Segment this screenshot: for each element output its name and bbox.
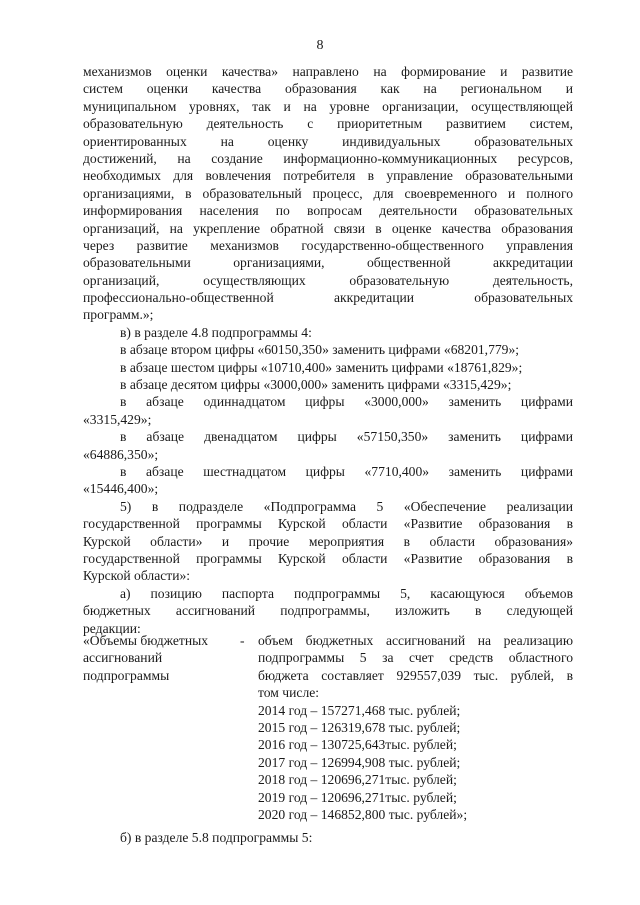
item-v-line: в абзаце втором цифры «60150,350» заменить цифрами «68201,779»; (120, 342, 520, 358)
item-a-line: а) позицию паспорта подпрограммы 5, касающуюся объемов (120, 585, 573, 601)
passport-year-line: 2015 год – 126319,678 тыс. рублей; (258, 719, 461, 735)
passport-year-line: 2014 год – 157271,468 тыс. рублей; (258, 702, 461, 718)
passport-label (83, 632, 243, 684)
passport-value-line: том числе: (258, 685, 320, 701)
text-line: информирования населения по вопросам деятельности образовательных (83, 203, 573, 219)
item-v-line: «3315,429»; (83, 411, 152, 427)
item-5-line: государственной программы Курской области «Развитие образования в (83, 550, 573, 566)
item-5-line: 5) в подразделе «Подпрограмма 5 «Обеспечение реализации (120, 498, 573, 514)
item-b-heading: б) в разделе 5.8 подпрограммы 5: (120, 830, 313, 845)
text-line: достижений, на создание информационно-коммуникационных ресурсов, (83, 150, 573, 166)
text-line: организаций, на укрепление обратной связи в оценке качества образования (83, 220, 573, 236)
passport-year-line: 2018 год – 120696,271тыс. рублей; (258, 772, 457, 788)
passport-value-line: бюджета составляет 929557,039 тыс. рублей, в (258, 667, 573, 683)
item-v-line: «15446,400»; (83, 481, 159, 497)
text-line: через развитие механизмов государственно-общественного управления (83, 237, 573, 253)
passport-value (258, 632, 573, 823)
passport-label-line: подпрограммы (83, 667, 170, 683)
passport-year-line: 2020 год – 146852,800 тыс. рублей»; (258, 806, 468, 822)
text-line: образовательными организациями, общественной аккредитации (83, 255, 573, 271)
passport-dash: - (240, 633, 245, 648)
text-line: программ.»; (83, 307, 154, 323)
text-line: профессионально-общественной аккредитации образовательных (83, 290, 573, 306)
item-a-line: редакции: (83, 620, 141, 636)
item-5-line: Курской области» и прочие мероприятия в области образования» (83, 533, 573, 549)
passport-value-line: объем бюджетных ассигнований на реализацию (258, 633, 573, 648)
item-v-line: в абзаце шестнадцатом цифры «7710,400» заменить цифрами (120, 463, 573, 479)
passport-year-line: 2017 год – 126994,908 тыс. рублей; (258, 754, 461, 770)
text-line: механизмов оценки качества» направлено на формирование и развитие (83, 64, 573, 79)
text-line: образовательную деятельность с приоритетным развитием систем, (83, 116, 573, 132)
item-v-line: в абзаце шестом цифры «10710,400» заменить цифрами «18761,829»; (120, 359, 523, 375)
item-v-line: в абзаце десятом цифры «3000,000» заменить цифрами «3315,429»; (120, 377, 512, 393)
text-line: муниципальном уровнях, так и на уровне организации, осуществляющей (83, 98, 573, 114)
item-v-heading: в) в разделе 4.8 подпрограммы 4: (120, 324, 312, 340)
page-number: 8 (316, 38, 324, 53)
text-line: систем оценки качества образования как на региональном и (83, 81, 573, 97)
passport-label-line: «Объемы бюджетных (83, 633, 209, 648)
item-v-line: в абзаце одиннадцатом цифры «3000,000» заменить цифрами (120, 394, 573, 410)
passport-year-line: 2019 год – 120696,271тыс. рублей; (258, 789, 457, 805)
item-v-line: в абзаце двенадцатом цифры «57150,350» заменить цифрами (120, 429, 573, 445)
text-line: организаций, осуществляющих образовательную деятельность, (83, 272, 573, 288)
item-v-line: «64886,350»; (83, 446, 159, 462)
text-line: ориентированных на оценку индивидуальных образовательных (83, 133, 573, 149)
item-a-line: бюджетных ассигнований подпрограммы, изложить в следующей (83, 603, 573, 619)
text-line: необходимых для вовлечения потребителя в управление образовательными (83, 168, 573, 184)
passport-year-line: 2016 год – 130725,643тыс. рублей; (258, 737, 457, 753)
item-5-line: государственной программы Курской области «Развитие образования в (83, 516, 573, 532)
text-line: организациями, в образовательный процесс, для своевременного и полного (83, 185, 573, 201)
body-text (83, 63, 573, 637)
passport-value-line: подпрограммы 5 за счет средств областного (258, 650, 573, 666)
passport-label-line: ассигнований (83, 650, 163, 666)
item-5-line: Курской области»: (83, 568, 191, 584)
